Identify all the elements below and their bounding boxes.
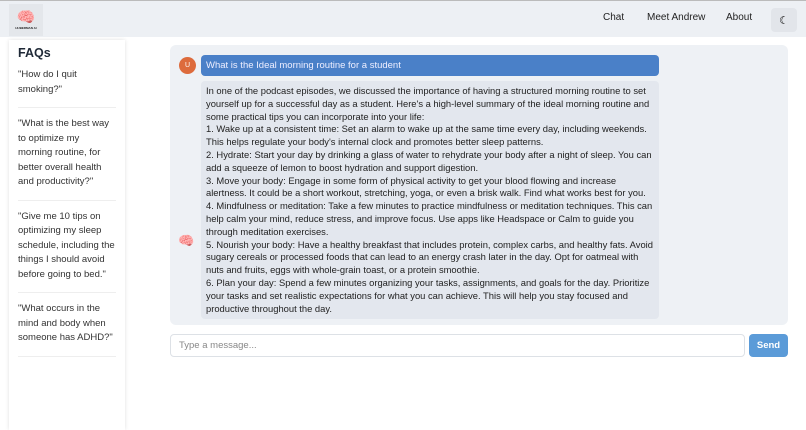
bot-paragraph: 4. Mindfulness or meditation: Take a few minutes to practice mindfulness or meditation techniques. This can help calm your mind, reduce stress, and improve focus. Use apps like Headspace or Calm to guide you through meditation exercises.: [206, 200, 653, 237]
faq-item[interactable]: "What is the best way to optimize my morning routine, for better overall health and productivity?": [18, 117, 116, 201]
bot-paragraph: 3. Move your body: Engage in some form of physical activity to get your blood flowing and increase alertness. It could be a short workout, stretching, yoga, or even a brisk walk. Find what works best for you.: [206, 174, 646, 199]
chat-panel[interactable]: [170, 45, 788, 325]
bot-paragraph: In one of the podcast episodes, we discussed the importance of having a structured morning routine to set yourself up for a successful day as a student. Here's a high-level summary of the ideal morning routine and some practical tips you can incorporate into your life:: [206, 85, 650, 122]
logo[interactable]: [9, 4, 43, 36]
brain-icon: 🧠: [178, 233, 195, 248]
moon-icon: ☾: [779, 14, 789, 27]
user-message: What is the Ideal morning routine for a student: [201, 55, 659, 76]
nav-meet-andrew[interactable]: Meet Andrew: [647, 12, 706, 23]
faq-title: FAQs: [18, 46, 51, 60]
logo-text: HUBERMAN AI: [15, 26, 37, 30]
faq-item[interactable]: "How do I quit smoking?": [18, 68, 116, 108]
header: [0, 0, 806, 37]
user-avatar: U: [179, 57, 196, 74]
bot-paragraph: 5. Nourish your body: Have a healthy breakfast that includes protein, complex carbs, and healthy fats. Avoid sugary cereals or processed foods that can lead to an energy crash later in the day. Opt for oatmeal with nuts and fruits, eggs with whole-grain toast, or a protein smoothie.: [206, 238, 653, 276]
nav-chat[interactable]: Chat: [603, 12, 625, 23]
brain-icon: 🧠: [16, 9, 36, 26]
bot-message: [201, 81, 659, 319]
faq-item[interactable]: "Give me 10 tips on optimizing my sleep schedule, including the things I should avoid before going to bed.": [18, 210, 116, 294]
nav-about[interactable]: About: [726, 12, 753, 23]
faq-sidebar: [9, 40, 125, 430]
message-input[interactable]: [170, 334, 745, 357]
bot-paragraph: 1. Wake up at a consistent time: Set an alarm to wake up at the same time every day, including weekends. This helps regulate your body's internal clock and promotes better sleep patterns.: [206, 123, 647, 148]
send-button[interactable]: Send: [749, 334, 788, 357]
theme-toggle-button[interactable]: [771, 8, 797, 32]
bot-paragraph: 2. Hydrate: Start your day by drinking a glass of water to rehydrate your body after a night of sleep. You can add a squeeze of lemon to boost hydration and support digestion.: [206, 148, 652, 173]
faq-item[interactable]: "What occurs in the mind and body when someone has ADHD?": [18, 302, 116, 357]
bot-paragraph: 6. Plan your day: Spend a few minutes organizing your tasks, assignments, and goals for the day. Prioritize your tasks and set realistic expectations for what you can achieve. This will help you stay focused and productive throughout the day.: [206, 276, 650, 314]
